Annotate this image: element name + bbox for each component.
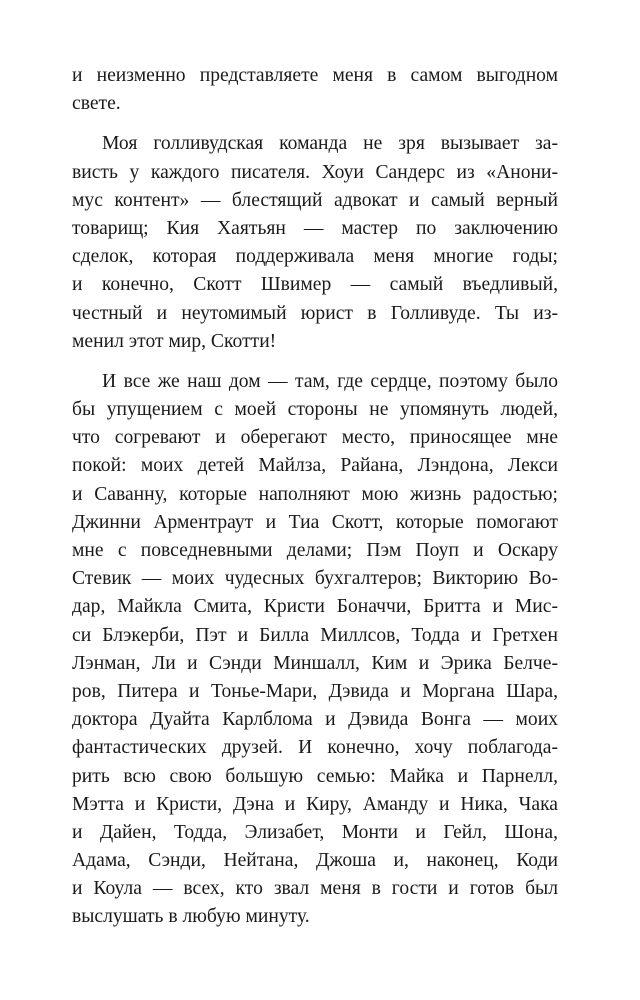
- text-line: и конечно, Скотт Швимер — самый въедливый,: [72, 274, 558, 296]
- text-line: выслушать в любую минуту.: [72, 906, 310, 928]
- text-line: си Блэкерби, Пэт и Билла Миллсов, Тодда и Гретхен: [72, 624, 558, 646]
- text-line: честный и неутомимый юрист в Голливуде. Ты из-: [72, 302, 558, 324]
- text-line: Моя голливудская команда не зря вызывает за-: [102, 133, 558, 155]
- text-line: и Саванну, которые наполняют мою жизнь радостью;: [72, 483, 558, 505]
- text-line: ров, Питера и Тонье-Мари, Дэвида и Моргана Шара,: [72, 680, 558, 702]
- text-line: Стевик — моих чудесных бухгалтеров; Викторию Во-: [72, 568, 558, 590]
- text-line: менил этот мир, Скотти!: [72, 330, 277, 352]
- text-line: и неизменно представляете меня в самом выгодном: [72, 65, 558, 86]
- text-line: Джинни Арментраут и Тиа Скотт, которые помогают: [72, 511, 558, 533]
- text-line: свете.: [72, 93, 121, 115]
- text-line: что согревают и оберегают место, приносящее мне: [72, 427, 558, 449]
- text-line: и Коула — всех, кто звал меня в гости и готов был: [72, 878, 558, 900]
- text-line: висть у каждого писателя. Хоуи Сандерс из «Анони-: [72, 161, 558, 183]
- text-line: Адама, Сэнди, Нейтана, Джоша и, наконец, Коди: [72, 850, 558, 872]
- text-line: доктора Дуайта Карлблома и Дэвида Вонга — моих: [72, 709, 558, 731]
- text-line: мус контент» — блестящий адвокат и самый верный: [72, 189, 558, 211]
- text-line: сделок, которая поддерживала меня многие годы;: [72, 246, 558, 268]
- text-line: покой: моих детей Майлза, Райана, Лэндона, Лекси: [72, 455, 558, 477]
- paragraph-1: [72, 62, 558, 118]
- text-line: фантастических друзей. И конечно, хочу поблагода-: [72, 737, 558, 759]
- text-line: и Дайен, Тодда, Элизабет, Монти и Гейл, Шона,: [72, 821, 558, 843]
- text-line: мне с повседневными делами; Пэм Поуп и Оскару: [72, 540, 558, 561]
- text-line: товарищ; Кия Хаятьян — мастер по заключению: [72, 217, 558, 239]
- text-line: бы упущением с моей стороны не упомянуть людей,: [72, 399, 558, 421]
- text-line: Мэтта и Кристи, Дэна и Киру, Аманду и Ника, Чака: [72, 793, 558, 815]
- text-line: дар, Майкла Смита, Кристи Боначчи, Бритта и Мис-: [72, 596, 558, 618]
- text-line: И все же наш дом — там, где сердце, поэтому было: [102, 370, 558, 392]
- page-text: [72, 62, 558, 932]
- paragraph-2: [72, 130, 558, 356]
- text-line: Лэнман, Ли и Сэнди Миншалл, Ким и Эрика Белче-: [72, 652, 558, 674]
- paragraph-3: [72, 368, 558, 932]
- text-line: рить всю свою большую семью: Майка и Парнелл,: [72, 765, 558, 787]
